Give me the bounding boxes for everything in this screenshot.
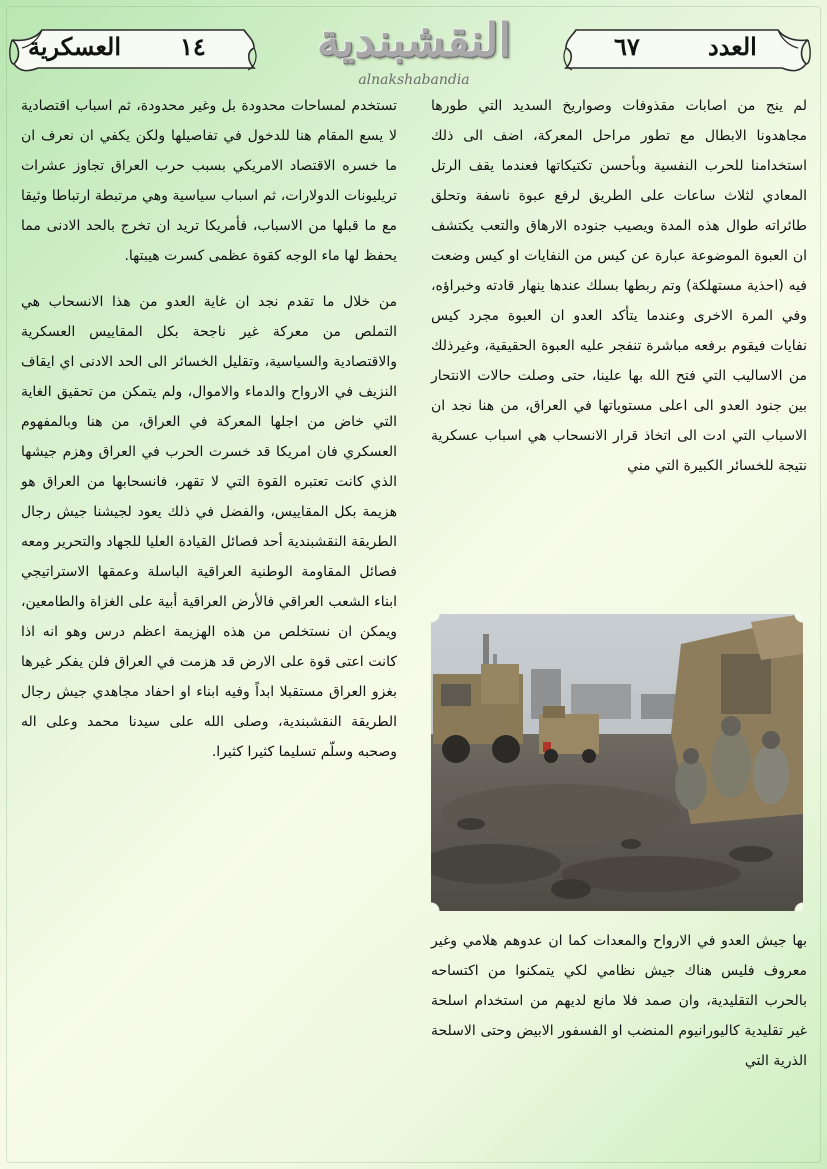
magazine-logo	[288, 8, 540, 92]
logo-subtitle: alnakshabandia	[358, 72, 470, 88]
issue-label: العدد	[708, 32, 757, 61]
article-paragraph: تستخدم لمساحات محدودة بل وغير محدودة، ثم اسباب اقتصادية لا يسع المقام هنا للدخول في تفاصيلها ولكن يكفي ان نعرف ان ما خسره الاقتصاد الامريكي بسبب حرب العراق تجاوز عشرات تريليونات الدولارات، ثم اسباب سياسية وهي مرتبطة ارتباطا وثيقا مع ما قبلها من الاسباب، فأمريكا تريد ان تخرج بالحد الادنى مما يحفظ لها ماء الوجه كقوة عظمى كسرت هيبتها.	[21, 98, 397, 264]
page-number: ١٤	[180, 32, 206, 61]
section-title: العسكرية	[28, 32, 122, 61]
scroll-banner-icon	[562, 26, 812, 76]
photo-illustration-icon	[431, 614, 803, 911]
logo-title: النقشبندية	[316, 13, 512, 67]
issue-number: ٦٧	[614, 32, 640, 61]
article-paragraph: بها جيش العدو في الارواح والمعدات كما ان عدوهم هلامي وغير معروف فليس هناك جيش نظامي لكي يتمكنوا من اكتساحه بالحرب التقليدية، وان صمد فلا مانع لديهم من استخدام اسلحة غير تقليدية كاليورانيوم المنضب او الفسفور الابيض وحتى الاسلحة الذرية التي	[431, 933, 807, 1069]
article-column-right	[431, 91, 807, 497]
article-column-left	[21, 91, 397, 783]
issue-banner	[562, 26, 812, 76]
section-banner	[8, 26, 258, 76]
page-header	[0, 0, 827, 100]
article-paragraph: من خلال ما تقدم نجد ان غاية العدو من هذا الانسحاب هي التملص من معركة غير ناجحة بكل المقاييس العسكرية والاقتصادية والسياسية، وتقليل الخسائر الى الحد الادنى اي ايقاف النزيف في الارواح والدماء والاموال، ولم يتمكن من تحقيق الغاية التي خاض من اجلها المعركة في العراق، من هنا وبالمفهوم العسكري فان امريكا قد خسرت الحرب في العراق وهزم جيشها الذي كانت تعتبره القوة التي لا تقهر، فانسحابها من العراق هو هزيمة بكل المقاييس، والفضل في ذلك يعود لجيشنا جيش رجال الطريقة النقشبندية أحد فصائل القيادة العليا للجهاد والتحرير ومعه فصائل المقاومة الوطنية العراقية الباسلة وعمقها الاستراتيجي ابناء الشعب العراقي فالأرض العراقية أبية على الغزاة والطامعين، ويمكن ان نستخلص من هذه الهزيمة اعظم درس وهو انه اذا كانت اعتى قوة على الارض قد هزمت في العراق فلن يفكر غيرها بغزو العراق مستقبلا ابداً وفيه ابناء او احفاد مجاهدي جيش رجال الطريقة النقشبندية، وصلى الله على سيدنا محمد وعلى اله وصحبه وسلّم تسليما كثيرا كثيرا.	[21, 294, 397, 760]
military-vehicles-photo	[431, 614, 803, 911]
article-paragraph: لم ينج من اصابات مقذوفات وصواريخ السديد التي طورها مجاهدونا الابطال مع تطور مراحل المعركة، اضف الى ذلك استخدامنا للحرب النفسية وبأحسن تكتيكاتها فعندما يقف الرتل المعادي لثلاث ساعات على الطريق لرفع عبوة ناسفة وتحلق طائراته طوال هذه المدة ويصيب جنوده الارهاق والتعب يكتشف ان العبوة الموضوعة عبارة عن كيس من النفايات او كيس وضعت فيه (احذية مستهلكة) وتم ربطها بسلك عندها ينهار قادته وخبراؤه، وفي المرة الاخرى وعندما يتأكد العدو ان العبوة مجرد كيس نفايات فيقوم برفعه مباشرة تنفجر عليه العبوة الحقيقية، وغيرذلك من الاساليب التي فتح الله بها علينا، حتى وصلت حالات الانتحار بين جنود العدو الى اعلى مستوياتها في العراق، من هنا نجد ان الاسباب التي ادت الى اتخاذ قرار الانسحاب هي اسباب عسكرية نتيجة للخسائر الكبيرة التي مني	[431, 98, 807, 474]
article-column-right-continued	[431, 926, 807, 1092]
